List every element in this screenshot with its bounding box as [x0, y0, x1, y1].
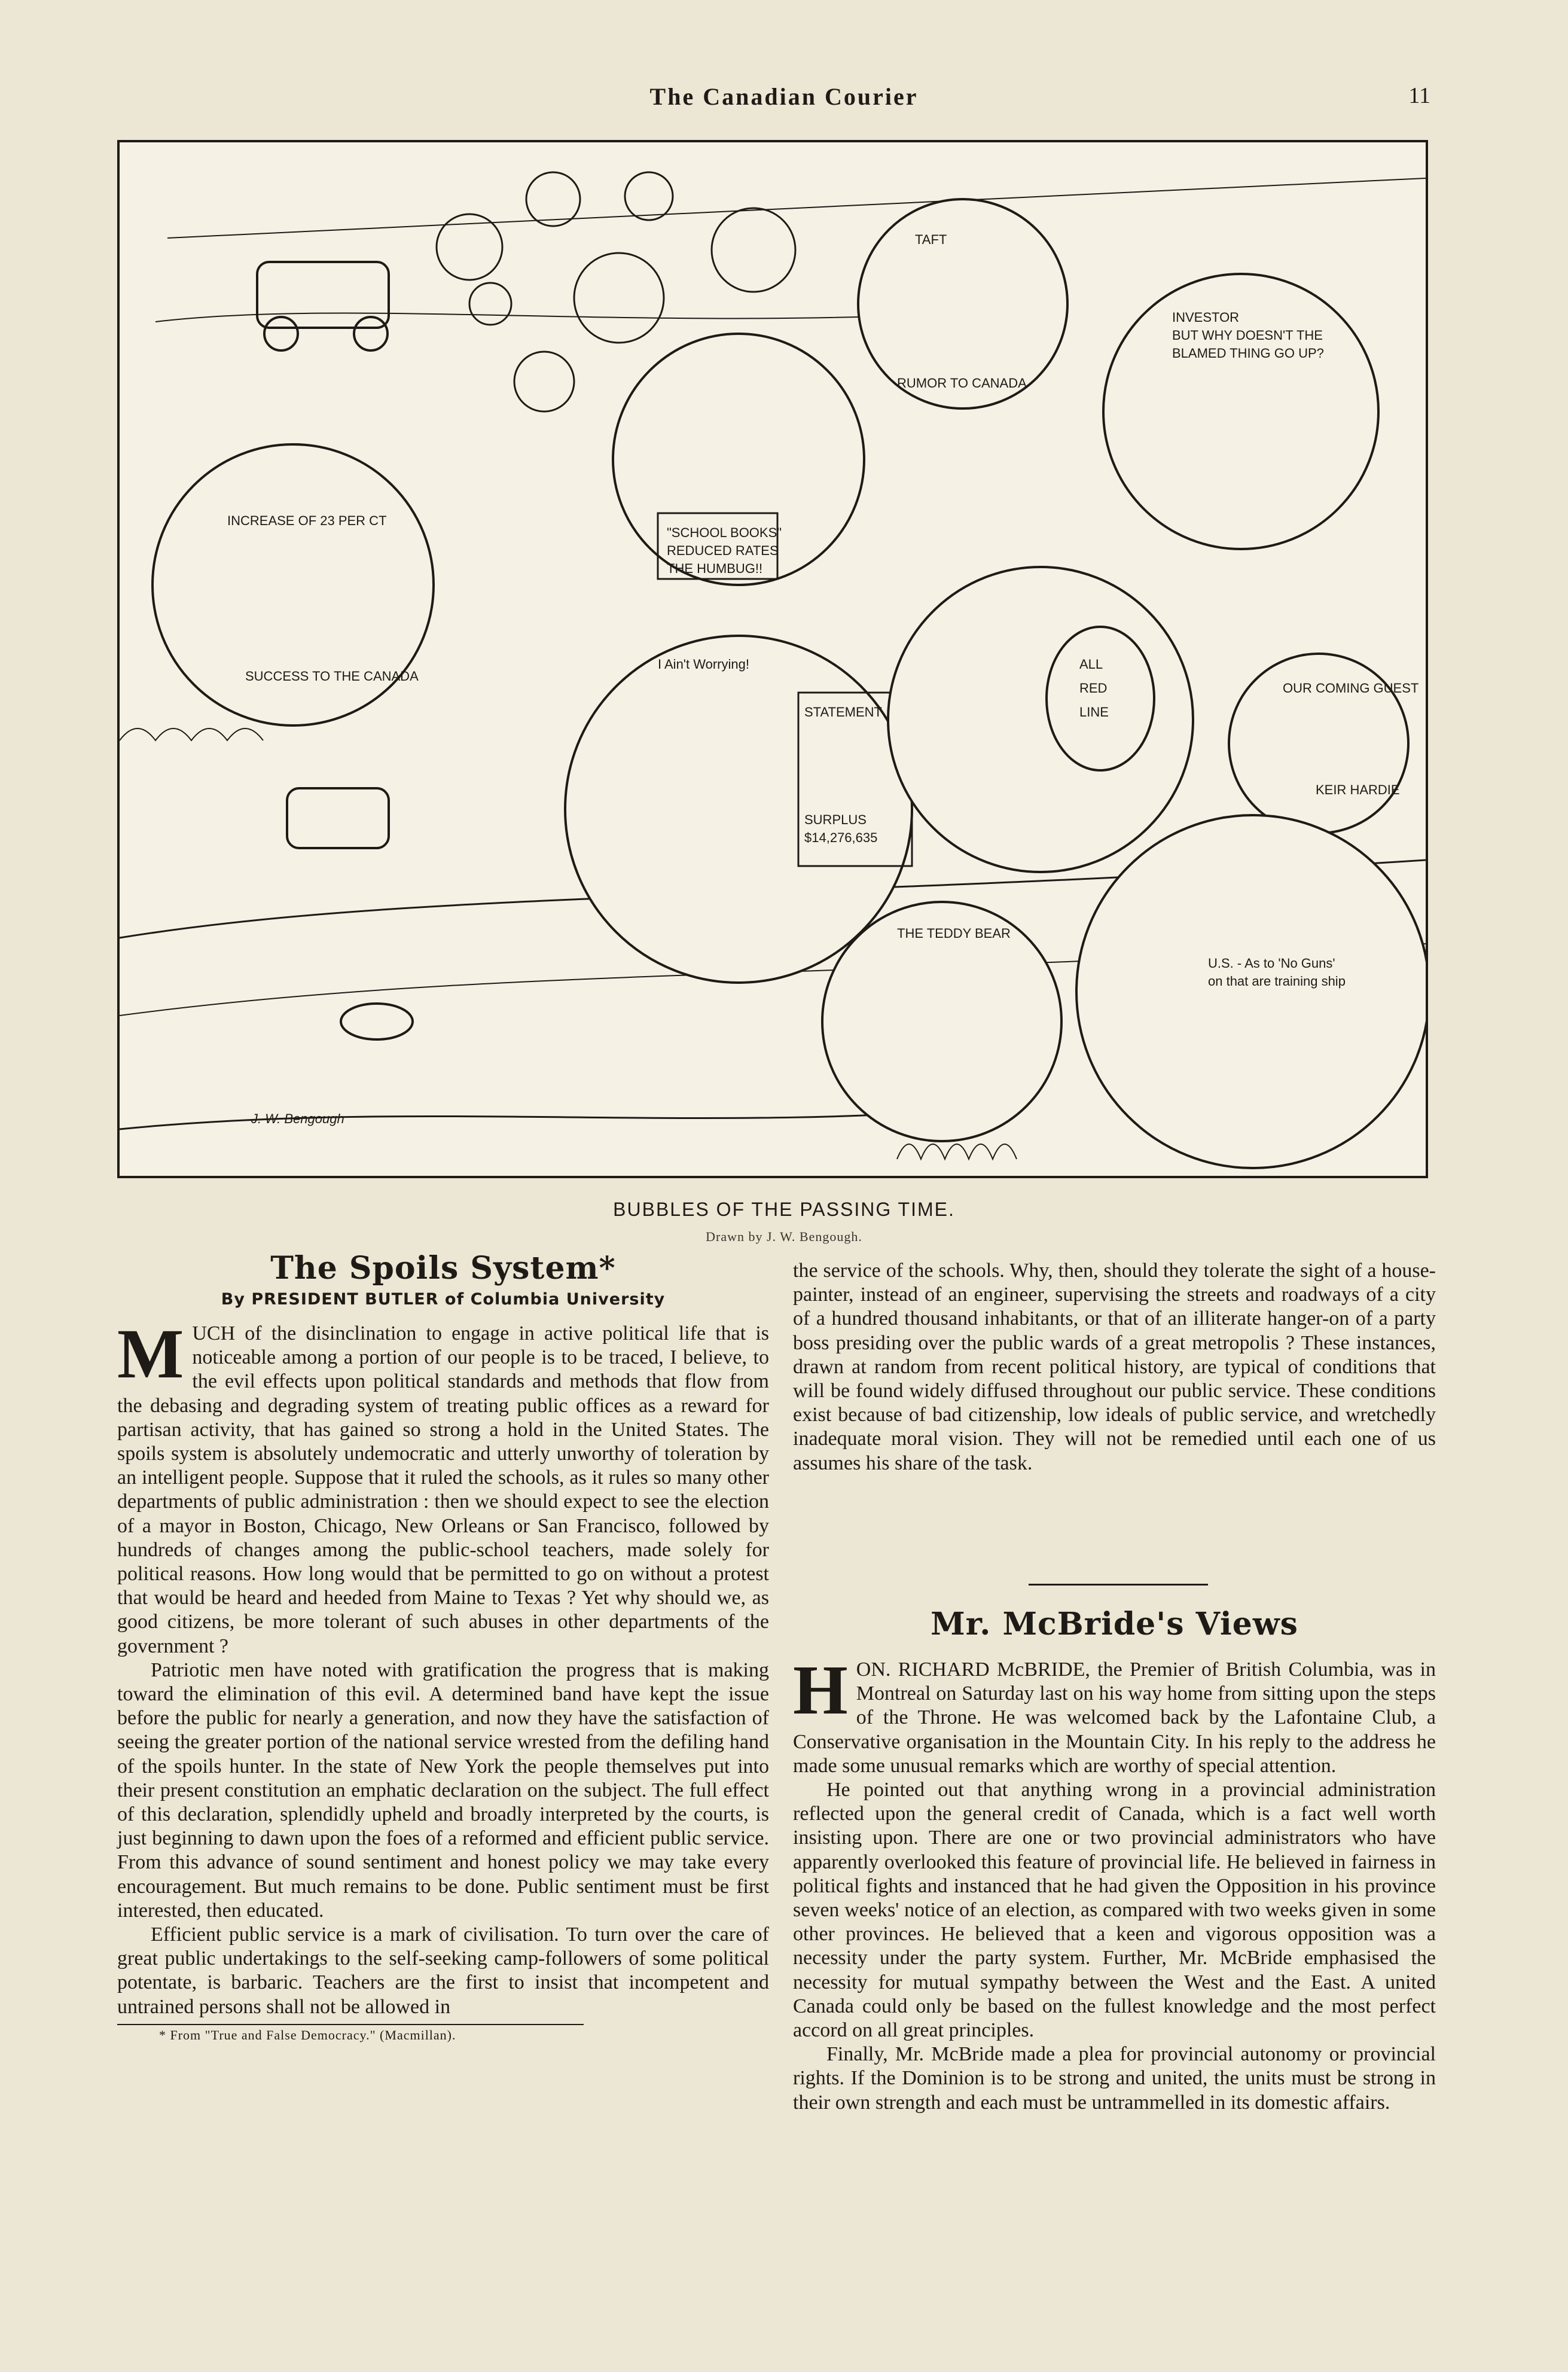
- svg-text:THE TEDDY BEAR: THE TEDDY BEAR: [897, 926, 1011, 941]
- svg-text:LINE: LINE: [1079, 705, 1109, 719]
- cartoon-drawing: [120, 142, 1426, 1176]
- svg-text:BUT WHY DOESN'T THE: BUT WHY DOESN'T THE: [1172, 328, 1323, 343]
- svg-text:RED: RED: [1079, 681, 1108, 696]
- article-headline: Mr. McBride's Views: [931, 1606, 1298, 1642]
- cartoon-caption: BUBBLES OF THE PASSING TIME.: [613, 1199, 955, 1220]
- article-paragraph: MUCH of the disinclination to engage in active political life that is noticeable among a portion of our people is to be traced, I believe, to the evil effects upon political standards and methods that flow from the debasing and degrading system of treating public offices as a reward for partisan activity, that has gained so strong a hold in the United States. The spoils system is absolutely undemocratic and utterly unworthy of toleration by an intelligent people. Suppose that it ruled the schools, as it rules so many other departments of public administration : then we should expect to see the election of a mayor in Boston, Chicago, New Orleans or San Francisco, followed by hundreds of changes among the public-school teachers, made solely for political reasons. How long would that be permitted to go on without a protest that would be heard and heeded from Maine to Texas ? Yet why should we, as good citizens, be more tolerant of such abuses in other departments of the government ?: [117, 1315, 769, 1657]
- article-paragraph: He pointed out that anything wrong in a provincial administration reflected upon the general credit of Canada, which is a fact well worth insisting upon. There are one or two provincial administrators who have apparently overlooked this feature of provincial life. He believed in fairness in political fights and instanced that he had given the Opposition in his province seven weeks' notice of an election, as compared with two weeks given in some other provinces. He believed that a keen and vigorous opposition was a necessity under the party system. Further, Mr. McBride emphasised the necessity for mutual sympathy between the West and the East. A united Canada could only be based on the fullest knowledge and the most perfect accord on all great principles.: [793, 1779, 1436, 2042]
- article-paragraph: Patriotic men have noted with gratification the progress that is making toward the elimination of this evil. A determined band have kept the issue before the public for nearly a generation, and now they have the satisfaction of seeing the greater portion of the national service wrested from the defiling hand of the spoils hunter. In the state of New York the people themselves put into their present constitution an emphatic declaration on the subject. The full effect of this declaration, splendidly upheld and broadly interpreted by the courts, is just beginning to dawn upon the foes of a reformed and efficient public service. From this advance of sound sentiment and honest policy we may take every encouragement. But much remains to be done. Public sentiment must be first interested, then educated.: [117, 1658, 769, 1922]
- article-byline: By PRESIDENT BUTLER of Columbia University: [221, 1290, 666, 1309]
- article-continuation: [793, 1259, 1436, 1475]
- svg-text:INVESTOR: INVESTOR: [1172, 310, 1240, 325]
- article-paragraph: Finally, Mr. McBride made a plea for provincial autonomy or provincial rights. If the Dominion is to be strong and united, the units must be strong in their own strength and each must be untrammelled in its domestic affairs.: [793, 2043, 1436, 2114]
- column-separator: [1029, 1584, 1208, 1586]
- cartoon-credit: Drawn by J. W. Bengough.: [706, 1229, 862, 1244]
- dog-drawing: [341, 1004, 413, 1039]
- bubble-taft: [858, 199, 1067, 408]
- bubble-school-books: [613, 334, 864, 585]
- article-spoils-system: [117, 1250, 769, 2043]
- article-mcbride-views: [793, 1606, 1436, 2115]
- bubble-investor: [1103, 274, 1378, 549]
- motor-car-drawing: [257, 262, 389, 350]
- footnote-rule: [117, 2024, 584, 2025]
- drop-cap: M: [117, 1315, 184, 1393]
- svg-text:THE HUMBUG!!: THE HUMBUG!!: [667, 561, 763, 576]
- page-number: 11: [1408, 83, 1430, 108]
- cow-drawing: [287, 788, 389, 848]
- artist-signature: J. W. Bengough: [251, 1111, 344, 1126]
- article-paragraph: the service of the schools. Why, then, should they tolerate the sight of a house-painter, instead of an engineer, supervising the streets and roadways of a city of a hundred thousand inhabitants, or that of an illiterate hanger-on of a party boss presiding over the public wards of a great metropolis ? These instances, drawn at random from recent political history, are typical of conditions that will be found widely diffused throughout our public service. These conditions exist because of bad citizenship, low ideals of public service, and wretchedly inadequate moral vision. They will not be remedied until each one of us assumes his share of the task.: [793, 1260, 1436, 1474]
- svg-text:BLAMED THING GO UP?: BLAMED THING GO UP?: [1172, 346, 1324, 361]
- svg-text:TAFT: TAFT: [915, 232, 947, 247]
- running-head: The Canadian Courier: [649, 83, 919, 110]
- article-body: [117, 1315, 769, 2019]
- svg-text:OUR COMING GUEST: OUR COMING GUEST: [1283, 681, 1419, 696]
- article-headline: The Spoils System*: [270, 1250, 616, 1286]
- drop-cap: H: [793, 1651, 848, 1729]
- cartoon-illustration: [117, 140, 1428, 1178]
- svg-text:SURPLUS: SURPLUS: [804, 812, 867, 827]
- svg-text:I Ain't Worrying!: I Ain't Worrying!: [658, 657, 749, 672]
- article-paragraph: HON. RICHARD McBRIDE, the Premier of British Columbia, was in Montreal on Saturday last on his way home from sitting upon the steps of the Throne. He was welcomed back by the Lafontaine Club, a Conservative organisation in the Mountain City. In his reply to the address he made some unusual remarks which are worthy of special attention.: [793, 1651, 1436, 1777]
- svg-text:RUMOR TO CANADA: RUMOR TO CANADA: [897, 376, 1027, 391]
- article-paragraph: Efficient public service is a mark of civilisation. To turn over the care of great public undertakings to the self-seeking camp-followers of some political potentate, is barbaric. Teachers are the first to insist that incompetent and untrained persons shall not be allowed in: [117, 1923, 769, 2018]
- footnote: * From "True and False Democracy." (Macmillan).: [159, 2027, 456, 2042]
- svg-text:INCREASE OF 23 PER CT: INCREASE OF 23 PER CT: [227, 513, 387, 528]
- svg-text:ALL: ALL: [1079, 657, 1103, 672]
- svg-text:"SCHOOL BOOKS": "SCHOOL BOOKS": [667, 525, 782, 540]
- bubble-coming-guest: [1229, 654, 1418, 833]
- bubble-teddy-bear: [822, 902, 1061, 1141]
- svg-text:SUCCESS TO THE CANADA: SUCCESS TO THE CANADA: [245, 669, 419, 684]
- svg-text:$14,276,635: $14,276,635: [804, 830, 878, 845]
- svg-text:U.S. - As to 'No Guns': U.S. - As to 'No Guns': [1208, 956, 1335, 971]
- bubble-postage: [152, 444, 434, 725]
- bubble-surplus: [565, 636, 912, 983]
- svg-text:REDUCED RATES: REDUCED RATES: [667, 543, 779, 558]
- bubble-all-red-line: [888, 567, 1193, 872]
- svg-text:KEIR HARDIE: KEIR HARDIE: [1316, 782, 1400, 797]
- bubble-uncle-sam: [1076, 815, 1426, 1168]
- svg-text:on that are training ship: on that are training ship: [1208, 974, 1346, 989]
- svg-text:STATEMENT: STATEMENT: [804, 705, 882, 719]
- article-body: [793, 1651, 1436, 2115]
